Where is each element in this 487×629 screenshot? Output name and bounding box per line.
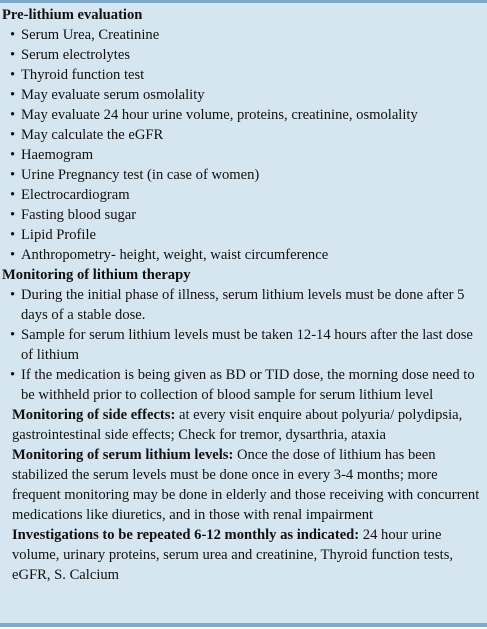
bottom-rule xyxy=(0,623,487,627)
list-item: • May evaluate serum osmolality xyxy=(0,85,487,105)
pre-lithium-heading: Pre-lithium evaluation xyxy=(2,7,143,23)
investigations-label: Investigations to be repeated 6-12 monthly as indicated: xyxy=(12,527,360,543)
list-item: • Fasting blood sugar xyxy=(0,205,487,225)
serum-levels-label: Monitoring of serum lithium levels: xyxy=(12,447,234,463)
list-item: • Urine Pregnancy test (in case of women) xyxy=(0,165,487,185)
investigations-text: 24 hour urine volume, urinary proteins, serum urea and creatinine, Thyroid function tests, eGFR, S. Calcium xyxy=(12,527,454,583)
list-item: • If the medication is being given as BD or TID dose, the morning dose need to be withheld prior to collection of blood sample for serum lithium level xyxy=(0,365,487,405)
monitoring-list xyxy=(0,285,487,405)
list-item: • Lipid Profile xyxy=(0,225,487,245)
list-item: • Thyroid function test xyxy=(0,65,487,85)
list-item: • Sample for serum lithium levels must be taken 12-14 hours after the last dose of lithium xyxy=(0,325,487,365)
side-effects-label: Monitoring of side effects: xyxy=(12,407,176,423)
list-item: • Electrocardiogram xyxy=(0,185,487,205)
table-content xyxy=(0,5,487,585)
side-effects-paragraph xyxy=(0,405,487,445)
top-rule xyxy=(0,0,487,3)
serum-levels-text: Once the dose of lithium has been stabilized the serum levels must be done once in every 3-4 months; more frequent monitoring may be done in elderly and those receiving with concurrent medications like diuretics, and in those with renal impairment xyxy=(12,447,480,523)
list-item: • May calculate the eGFR xyxy=(0,125,487,145)
side-effects-text: at every visit enquire about polyuria/ polydipsia, gastrointestinal side effects; Check for tremor, dysarthria, ataxia xyxy=(12,407,463,443)
pre-lithium-list xyxy=(0,25,487,265)
list-item: • Serum electrolytes xyxy=(0,45,487,65)
list-item: • Serum Urea, Creatinine xyxy=(0,25,487,45)
monitoring-heading: Monitoring of lithium therapy xyxy=(2,267,191,283)
list-item: • May evaluate 24 hour urine volume, proteins, creatinine, osmolality xyxy=(0,105,487,125)
investigations-paragraph xyxy=(0,525,487,585)
list-item: • Haemogram xyxy=(0,145,487,165)
list-item: • Anthropometry- height, weight, waist circumference xyxy=(0,245,487,265)
list-item: • During the initial phase of illness, serum lithium levels must be done after 5 days of a stable dose. xyxy=(0,285,487,325)
serum-levels-paragraph xyxy=(0,445,487,525)
